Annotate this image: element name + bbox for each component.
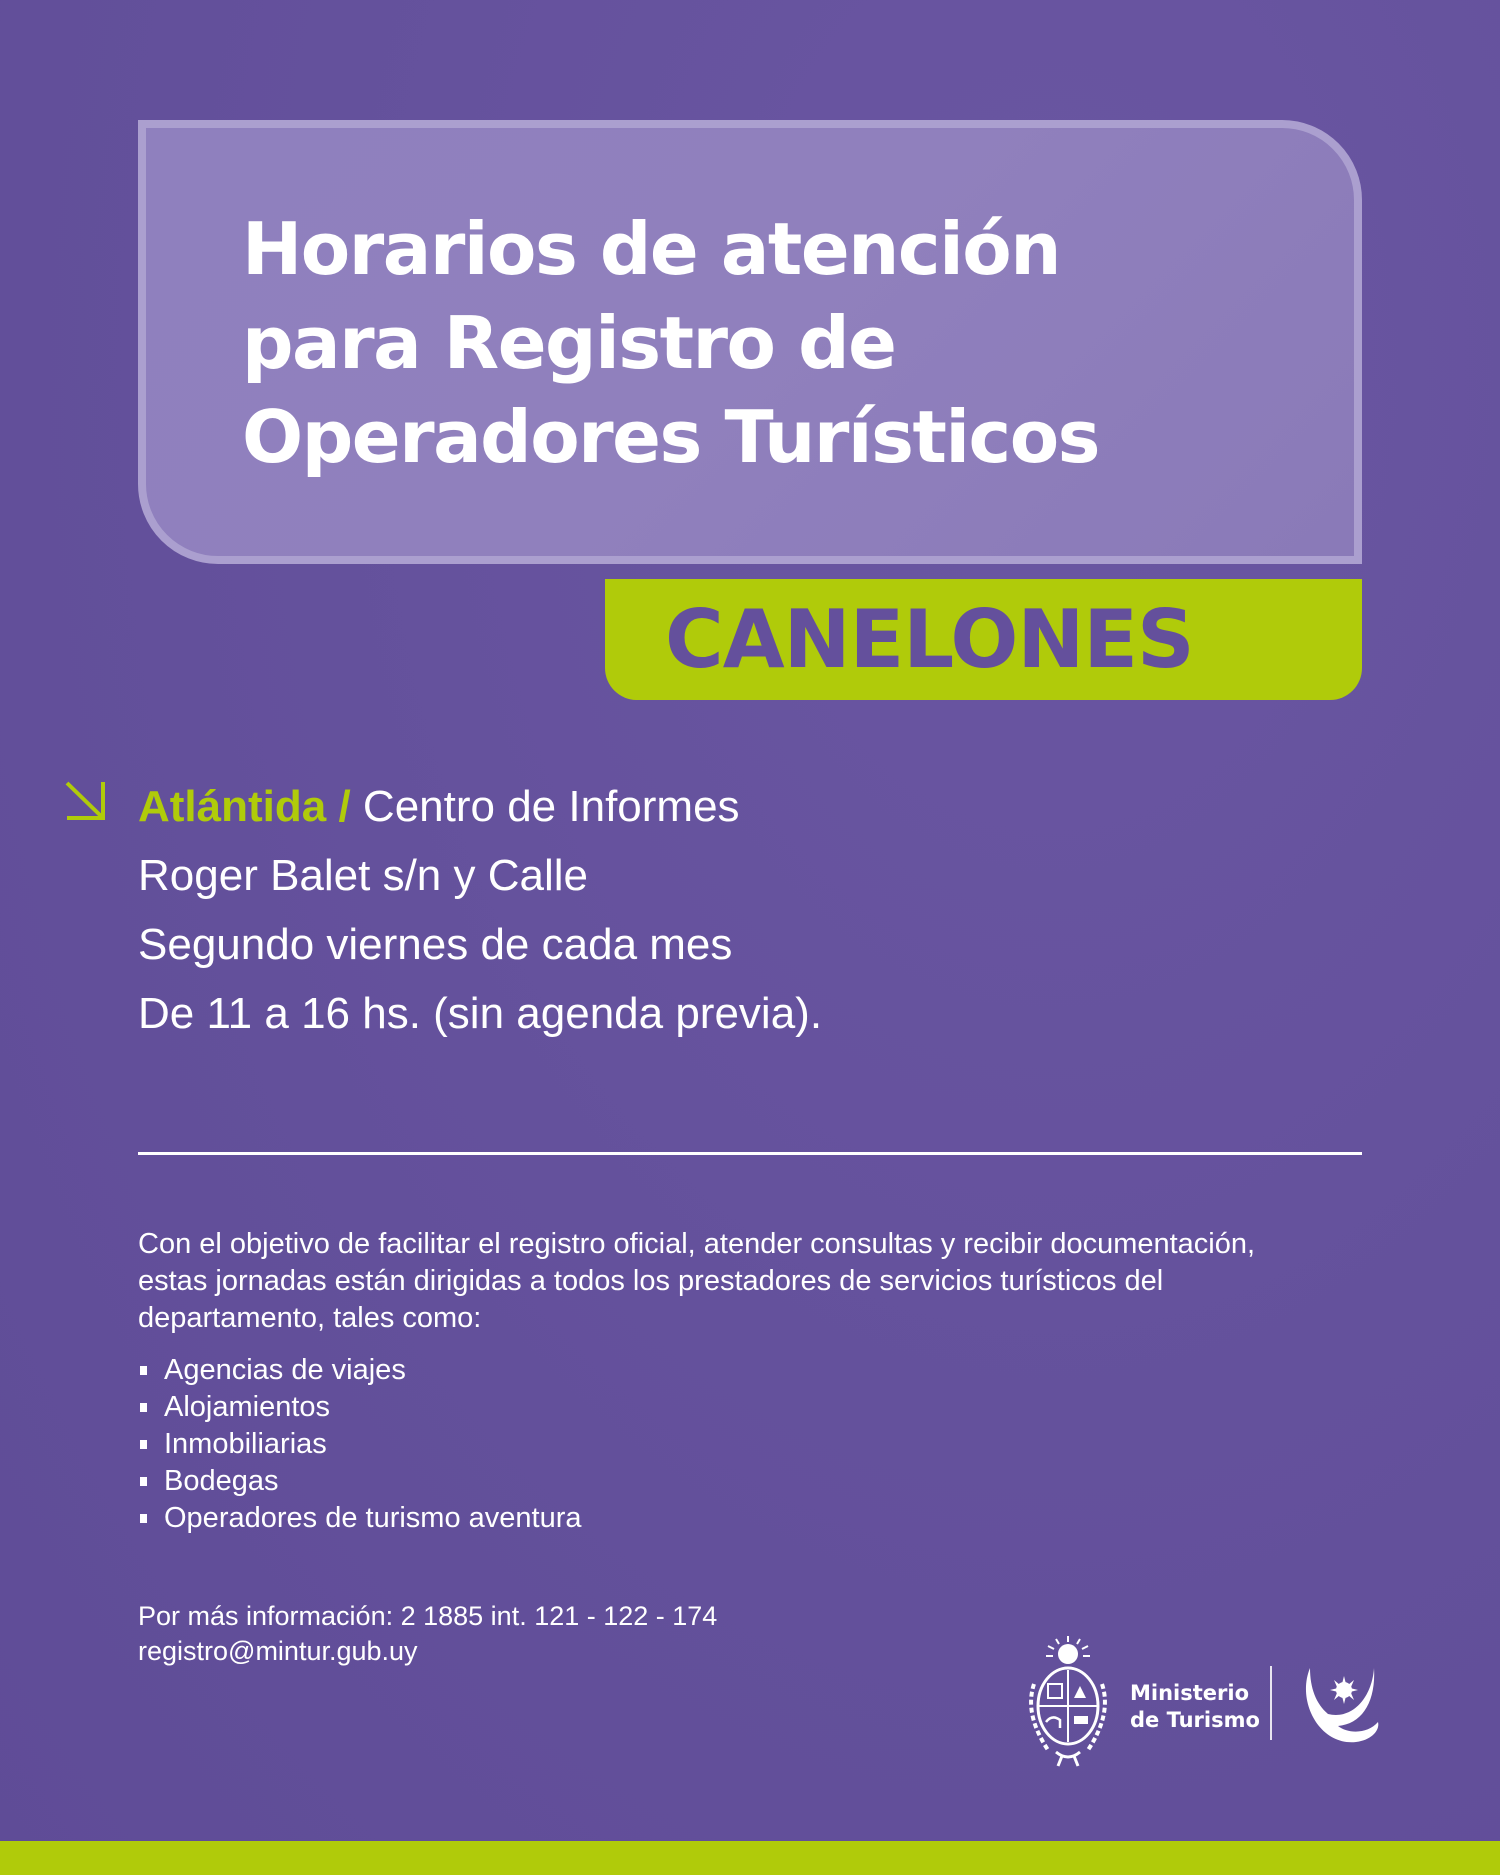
contact-info — [138, 1599, 717, 1669]
bullet-icon — [140, 1403, 147, 1412]
location-schedule-day: Segundo viernes de cada mes — [138, 920, 733, 969]
title-line-1: Horarios de atención — [242, 207, 1061, 291]
services-list — [138, 1352, 582, 1537]
contact-email[interactable]: registro@mintur.gub.uy — [138, 1636, 418, 1666]
bullet-icon — [140, 1477, 147, 1486]
location-venue: Centro de Informes — [362, 782, 740, 831]
sun-moon-icon — [1302, 1662, 1382, 1752]
ministry-logo — [1018, 1634, 1378, 1768]
bullet-icon — [140, 1514, 147, 1523]
logo-divider — [1270, 1666, 1272, 1740]
location-city: Atlántida / — [138, 782, 351, 831]
location-block — [138, 772, 822, 1048]
title-card — [138, 120, 1362, 564]
list-item: Agencias de viajes — [138, 1352, 582, 1389]
divider — [138, 1152, 1362, 1155]
ministry-name: Ministerio de Turismo — [1130, 1681, 1260, 1732]
bottom-accent-strip — [0, 1841, 1500, 1875]
title-line-2: para Registro de — [242, 301, 896, 385]
list-item: Inmobiliarias — [138, 1426, 582, 1463]
bullet-icon — [140, 1440, 147, 1449]
description: Con el objetivo de facilitar el registro oficial, atender consultas y recibir documentación, estas jornadas están dirigidas a todos los prestadores de servicios turísticos del departamento, tales como: — [138, 1228, 1256, 1334]
list-item: Operadores de turismo aventura — [138, 1500, 582, 1537]
page-title — [242, 202, 1099, 484]
list-item: Alojamientos — [138, 1389, 582, 1426]
location-schedule-time: De 11 a 16 hs. (sin agenda previa). — [138, 989, 823, 1038]
department-badge — [605, 579, 1362, 700]
department-name: CANELONES — [665, 592, 1194, 686]
location-venue-line — [138, 772, 822, 841]
bullet-icon — [140, 1366, 147, 1375]
title-line-3: Operadores Turísticos — [242, 395, 1100, 479]
arrow-down-right-icon — [62, 776, 110, 824]
list-item: Bodegas — [138, 1463, 582, 1500]
location-address: Roger Balet s/n y Calle — [138, 851, 588, 900]
coat-of-arms-icon — [1018, 1634, 1118, 1768]
contact-phone: Por más información: 2 1885 int. 121 - 122 - 174 — [138, 1601, 718, 1631]
